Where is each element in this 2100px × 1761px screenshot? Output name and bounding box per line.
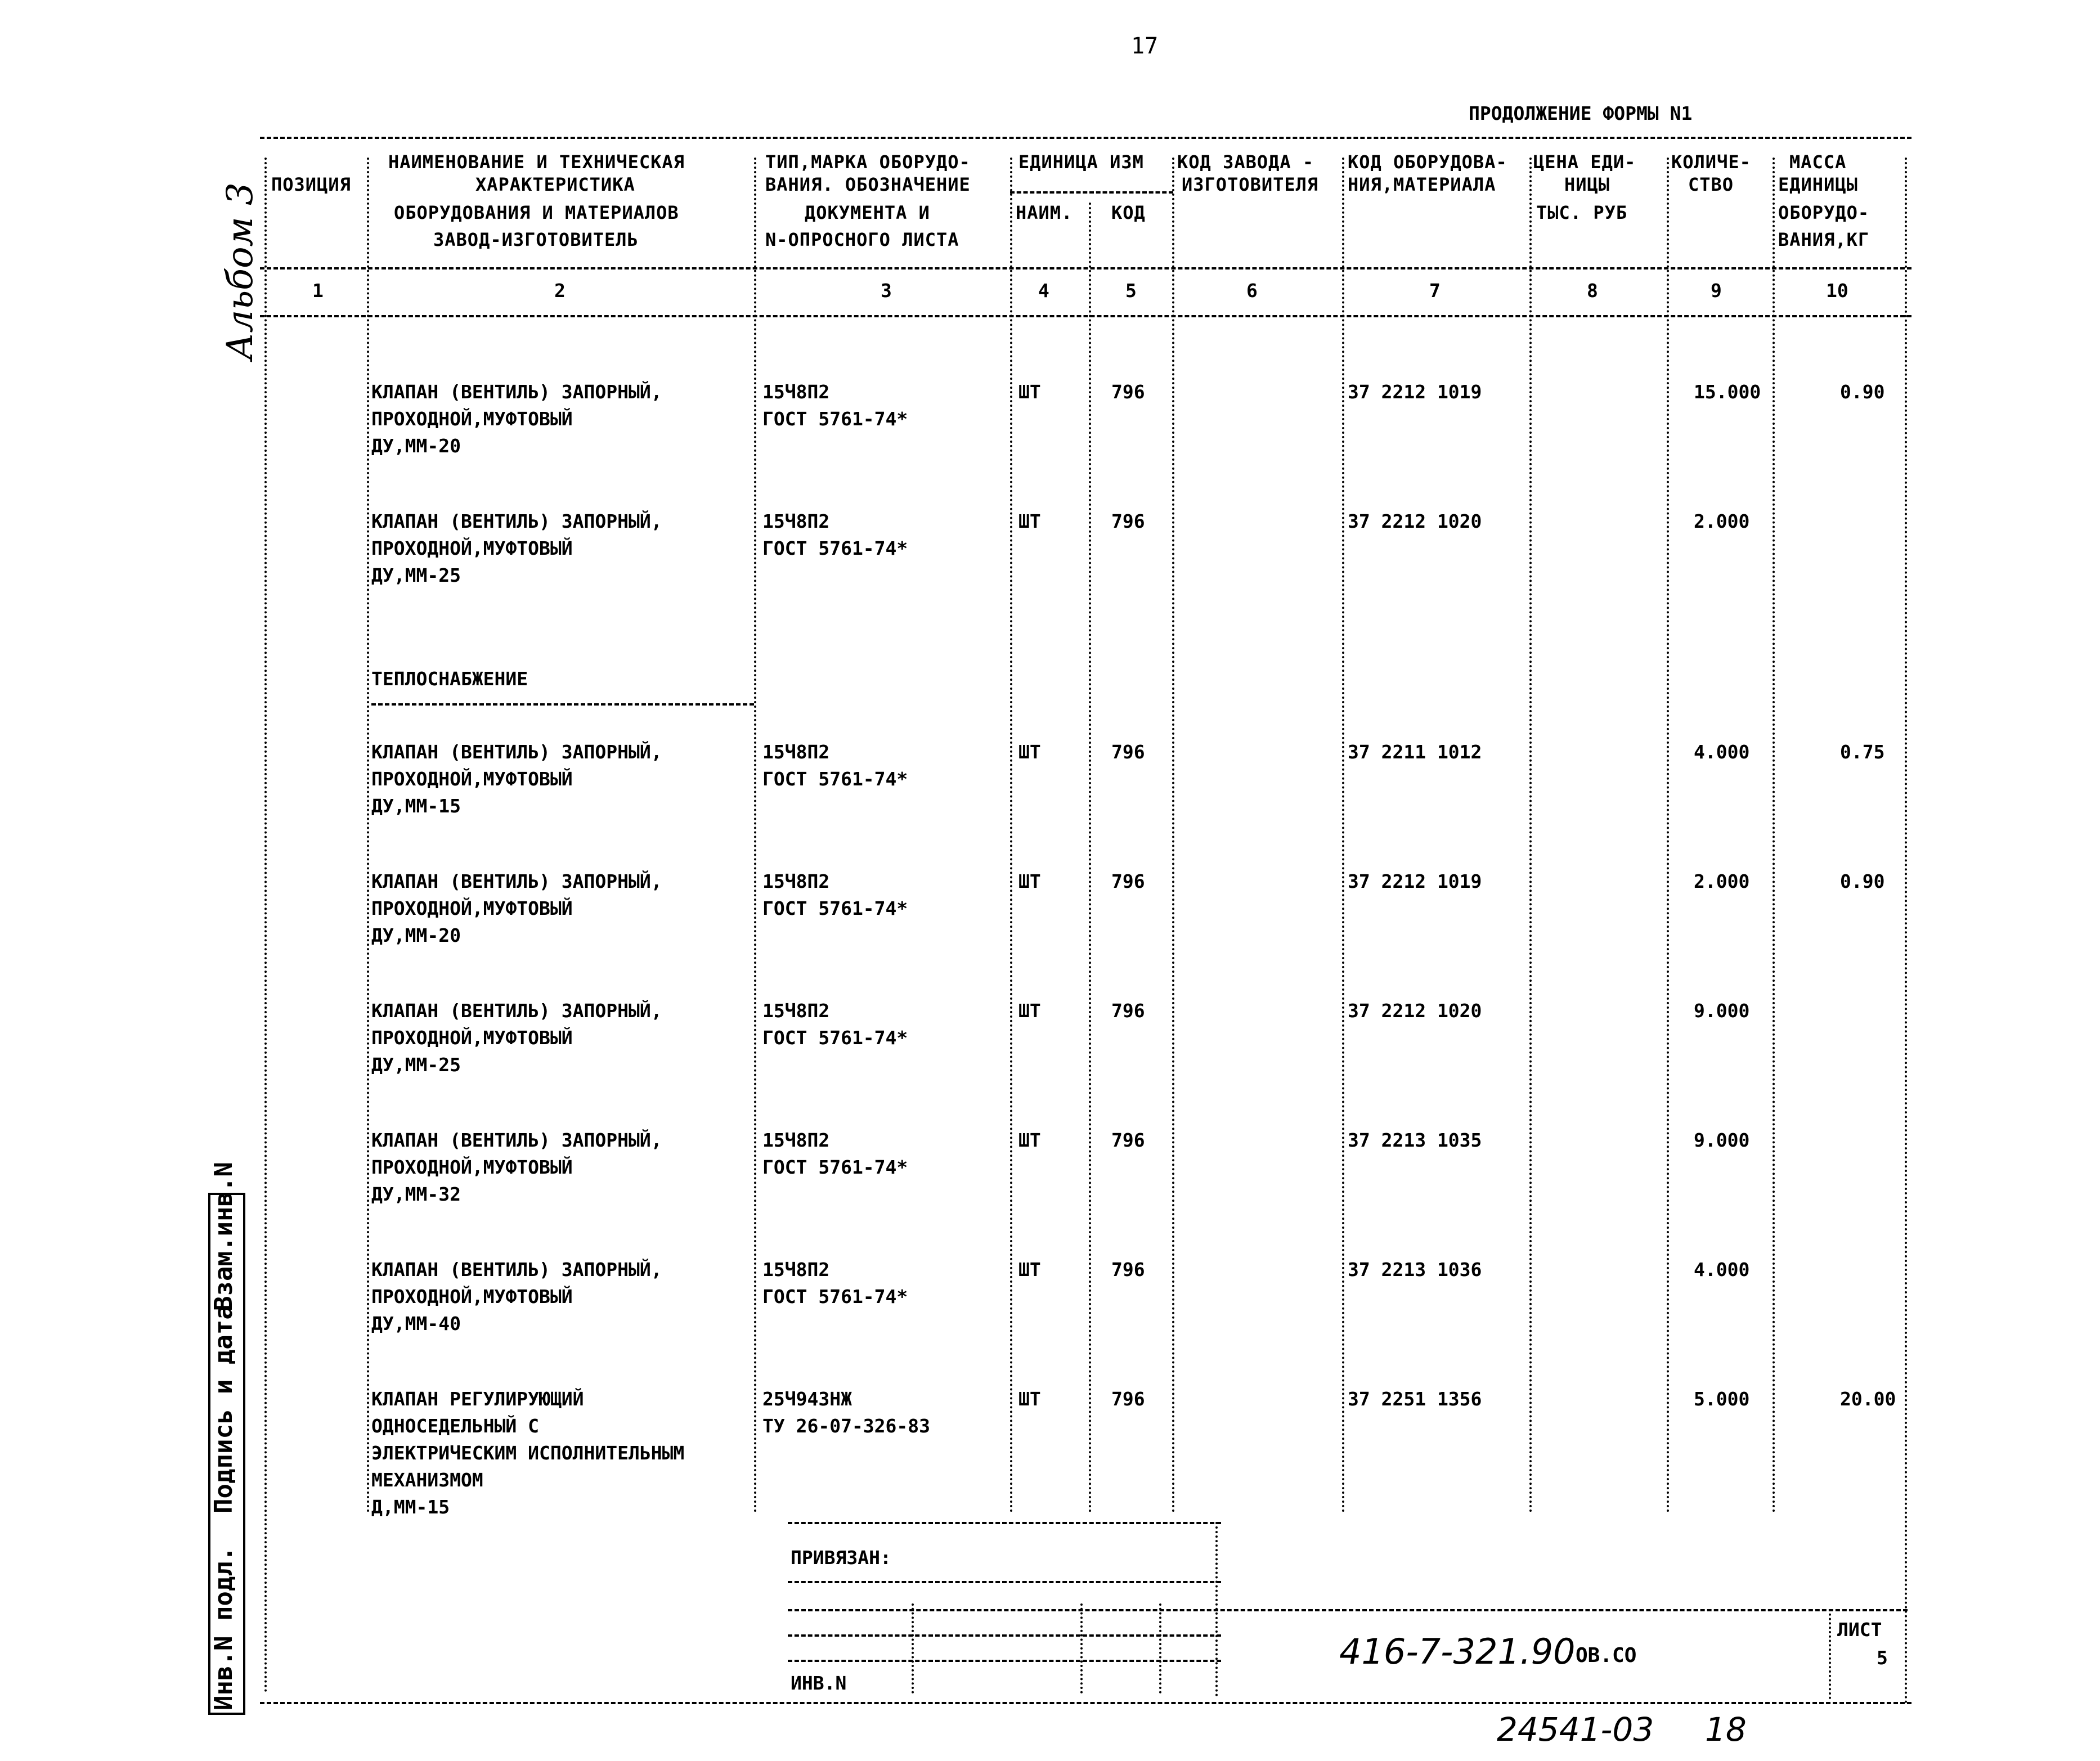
header-col1: ПОЗИЦИЯ	[271, 174, 351, 195]
row-unit-code: 796	[1111, 1259, 1145, 1281]
row-name-line: Д,ММ-15	[371, 1496, 450, 1518]
colnum-bottom-rule	[260, 315, 1911, 317]
row-type-line: ГОСТ 5761-74*	[762, 537, 908, 559]
row-material-code: 37 2212 1019	[1348, 381, 1482, 403]
row-unit: ШТ	[1018, 1388, 1041, 1410]
row-mass: 0.90	[1840, 870, 1885, 892]
row-name-line: ДУ,ММ-15	[371, 795, 461, 817]
row-unit: ШТ	[1018, 1000, 1041, 1022]
row-name-line: ПРОХОДНОЙ,МУФТОВЫЙ	[371, 1027, 573, 1049]
row-material-code: 37 2212 1019	[1348, 870, 1482, 892]
row-quantity: 4.000	[1694, 741, 1750, 763]
stamp-bottom-rule	[260, 1702, 1911, 1704]
row-name-line: ОДНОСЕДЕЛЬНЫЙ С	[371, 1415, 540, 1437]
row-type-line: 15Ч8П2	[762, 870, 830, 892]
col-sep-7	[1529, 158, 1532, 1513]
colnum-5: 5	[1125, 280, 1137, 302]
colnum-2: 2	[554, 280, 566, 302]
header-col8-l2: НИЦЫ	[1564, 174, 1610, 195]
row-name-line: ПРОХОДНОЙ,МУФТОВЫЙ	[371, 408, 573, 430]
row-name-line: КЛАПАН (ВЕНТИЛЬ) ЗАПОРНЫЙ,	[371, 1000, 662, 1022]
row-name-line: КЛАПАН (ВЕНТИЛЬ) ЗАПОРНЫЙ,	[371, 510, 662, 532]
header-col8-l1: ЦЕНА ЕДИ-	[1533, 151, 1636, 173]
row-name-line: ПРОХОДНОЙ,МУФТОВЫЙ	[371, 897, 573, 919]
row-unit: ШТ	[1018, 510, 1041, 532]
row-name-line: ПРОХОДНОЙ,МУФТОВЫЙ	[371, 1286, 573, 1308]
side-label-inv: Инв.N подл.	[209, 1546, 238, 1710]
stamp-rule-4	[788, 1660, 1221, 1662]
stamp-inv: ИНВ.N	[791, 1672, 847, 1694]
row-type-line: ГОСТ 5761-74*	[762, 897, 908, 919]
header-col3-l1: ТИП,МАРКА ОБОРУДО-	[765, 151, 971, 173]
row-type-line: 15Ч8П2	[762, 381, 830, 403]
header-col3-l2: ВАНИЯ. ОБОЗНАЧЕНИЕ	[765, 174, 971, 195]
header-col3-l3: ДОКУМЕНТА И	[805, 202, 930, 223]
row-type-line: 15Ч8П2	[762, 1000, 830, 1022]
col-sep-10	[1905, 158, 1907, 1705]
row-unit-code: 796	[1111, 1000, 1145, 1022]
header-bottom-rule	[260, 267, 1911, 269]
header-col8-l3: ТЫС. РУБ	[1536, 202, 1628, 223]
row-name-line: КЛАПАН РЕГУЛИРУЮЩИЙ	[371, 1388, 584, 1410]
row-type-line: ГОСТ 5761-74*	[762, 1027, 908, 1049]
row-name-line: ДУ,ММ-25	[371, 564, 461, 586]
row-quantity: 9.000	[1694, 1129, 1750, 1151]
row-unit: ШТ	[1018, 1129, 1041, 1151]
header-col10-l1: МАССА	[1789, 151, 1847, 173]
stamp-rule-1	[788, 1581, 1221, 1583]
row-name-line: ДУ,ММ-32	[371, 1183, 461, 1205]
footer-number: 24541-03	[1497, 1710, 1654, 1749]
row-name-line: ДУ,ММ-20	[371, 924, 461, 946]
row-quantity: 15.000	[1694, 381, 1761, 403]
row-material-code: 37 2213 1035	[1348, 1129, 1482, 1151]
row-name-line: КЛАПАН (ВЕНТИЛЬ) ЗАПОРНЫЙ,	[371, 870, 662, 892]
colnum-9: 9	[1711, 280, 1722, 302]
colnum-4: 4	[1038, 280, 1049, 302]
header-col2-l3: ОБОРУДОВАНИЯ И МАТЕРИАЛОВ	[394, 202, 679, 223]
side-label-replace: Взам.инв.N	[209, 1162, 238, 1311]
colnum-3: 3	[881, 280, 892, 302]
row-material-code: 37 2213 1036	[1348, 1259, 1482, 1281]
colnum-6: 6	[1246, 280, 1258, 302]
row-mass: 0.75	[1840, 741, 1885, 763]
row-unit: ШТ	[1018, 870, 1041, 892]
stamp-rule-2	[788, 1609, 1908, 1611]
header-col7-l1: КОД ОБОРУДОВА-	[1348, 151, 1507, 173]
row-unit: ШТ	[1018, 1259, 1041, 1281]
row-material-code: 37 2251 1356	[1348, 1388, 1482, 1410]
col-sep-6	[1342, 158, 1344, 1513]
row-name-line: МЕХАНИЗМОМ	[371, 1469, 483, 1491]
row-type-line: ГОСТ 5761-74*	[762, 1286, 908, 1308]
side-stamp-frame	[208, 1193, 245, 1715]
header-col6-l1: КОД ЗАВОДА -	[1177, 151, 1314, 173]
row-material-code: 37 2212 1020	[1348, 1000, 1482, 1022]
colnum-7: 7	[1429, 280, 1441, 302]
row-name-line: ПРОХОДНОЙ,МУФТОВЫЙ	[371, 1156, 573, 1178]
page-number: 17	[1131, 33, 1159, 59]
row-type-line: ГОСТ 5761-74*	[762, 408, 908, 430]
col-sep-9	[1773, 158, 1775, 1513]
row-unit: ШТ	[1018, 381, 1041, 403]
row-type-line: 15Ч8П2	[762, 510, 830, 532]
header-col10-l4: ВАНИЯ,КГ	[1778, 229, 1870, 250]
row-name-line: КЛАПАН (ВЕНТИЛЬ) ЗАПОРНЫЙ,	[371, 1129, 662, 1151]
stamp-top-rule	[788, 1522, 1221, 1524]
header-col6-l2: ИЗГОТОВИТЕЛЯ	[1182, 174, 1319, 195]
row-material-code: 37 2212 1020	[1348, 510, 1482, 532]
stamp-sep-c	[1159, 1603, 1161, 1693]
header-col10-l2: ЕДИНИЦЫ	[1778, 174, 1858, 195]
row-quantity: 2.000	[1694, 510, 1750, 532]
stamp-sep-b	[1080, 1603, 1083, 1693]
row-type-line: ТУ 26-07-326-83	[762, 1415, 931, 1437]
row-quantity: 2.000	[1694, 870, 1750, 892]
row-name-line: ПРОХОДНОЙ,МУФТОВЫЙ	[371, 768, 573, 790]
row-type-line: 15Ч8П2	[762, 1129, 830, 1151]
col-sep-2	[754, 158, 756, 1513]
unit-subrule	[1010, 191, 1173, 194]
doc-code: 416-7-321.90	[1339, 1631, 1576, 1672]
row-quantity: 5.000	[1694, 1388, 1750, 1410]
side-label-signature: Подпись и дата	[209, 1305, 238, 1513]
header-col3-l4: N-ОПРОСНОГО ЛИСТА	[765, 229, 959, 250]
footer-page: 18	[1705, 1710, 1747, 1749]
stamp-sep-d	[1215, 1522, 1218, 1696]
row-name-line: ПРОХОДНОЙ,МУФТОВЫЙ	[371, 537, 573, 559]
row-type-line: 15Ч8П2	[762, 741, 830, 763]
row-unit-code: 796	[1111, 510, 1145, 532]
row-unit-code: 796	[1111, 741, 1145, 763]
album-label: Альбом 3	[219, 182, 261, 360]
sheet-label: ЛИСТ	[1837, 1619, 1882, 1641]
doc-suffix: ОВ.СО	[1576, 1644, 1637, 1667]
header-col7-l2: НИЯ,МАТЕРИАЛА	[1348, 174, 1496, 195]
row-name-line: КЛАПАН (ВЕНТИЛЬ) ЗАПОРНЫЙ,	[371, 1259, 662, 1281]
section-underline	[371, 703, 754, 706]
col-sep-5	[1172, 158, 1174, 1513]
row-name-line: ДУ,ММ-25	[371, 1054, 461, 1076]
stamp-sep-e	[1829, 1609, 1831, 1699]
col-sep-1	[367, 158, 369, 1513]
section-title: ТЕПЛОСНАБЖЕНИЕ	[371, 668, 528, 690]
row-material-code: 37 2211 1012	[1348, 741, 1482, 763]
row-unit-code: 796	[1111, 381, 1145, 403]
header-col9-l1: КОЛИЧЕ-	[1671, 151, 1751, 173]
header-col2-l2: ХАРАКТЕРИСТИКА	[475, 174, 635, 195]
stamp-rule-3	[788, 1634, 1221, 1637]
row-name-line: КЛАПАН (ВЕНТИЛЬ) ЗАПОРНЫЙ,	[371, 741, 662, 763]
row-quantity: 9.000	[1694, 1000, 1750, 1022]
row-type-line: 15Ч8П2	[762, 1259, 830, 1281]
row-unit-code: 796	[1111, 1388, 1145, 1410]
row-quantity: 4.000	[1694, 1259, 1750, 1281]
row-mass: 20.00	[1840, 1388, 1896, 1410]
row-name-line: ЭЛЕКТРИЧЕСКИМ ИСПОЛНИТЕЛЬНЫМ	[371, 1442, 685, 1464]
header-unit: ЕДИНИЦА ИЗМ	[1018, 151, 1144, 173]
header-col2-l1: НАИМЕНОВАНИЕ И ТЕХНИЧЕСКАЯ	[388, 151, 685, 173]
row-unit-code: 796	[1111, 870, 1145, 892]
colnum-1: 1	[312, 280, 324, 302]
col-sep-4	[1089, 203, 1091, 1513]
stamp-linked: ПРИВЯЗАН:	[791, 1547, 891, 1569]
colnum-10: 10	[1826, 280, 1848, 302]
col-sep-3	[1010, 158, 1012, 1513]
header-col9-l2: СТВО	[1688, 174, 1734, 195]
header-col2-l4: ЗАВОД-ИЗГОТОВИТЕЛЬ	[433, 229, 639, 250]
form-title: ПРОДОЛЖЕНИЕ ФОРМЫ N1	[1469, 102, 1693, 124]
row-unit-code: 796	[1111, 1129, 1145, 1151]
row-type-line: 25Ч943НЖ	[762, 1388, 852, 1410]
row-name-line: ДУ,ММ-40	[371, 1313, 461, 1335]
header-col4: НАИМ.	[1016, 202, 1073, 223]
row-type-line: ГОСТ 5761-74*	[762, 1156, 908, 1178]
row-name-line: ДУ,ММ-20	[371, 435, 461, 457]
colnum-8: 8	[1587, 280, 1598, 302]
header-col10-l3: ОБОРУДО-	[1778, 202, 1870, 223]
row-type-line: ГОСТ 5761-74*	[762, 768, 908, 790]
row-name-line: КЛАПАН (ВЕНТИЛЬ) ЗАПОРНЫЙ,	[371, 381, 662, 403]
col-sep-0	[264, 158, 267, 1693]
col-sep-8	[1667, 158, 1669, 1513]
sheet-number: 5	[1877, 1647, 1888, 1669]
row-unit: ШТ	[1018, 741, 1041, 763]
row-mass: 0.90	[1840, 381, 1885, 403]
header-top-rule	[260, 137, 1911, 139]
stamp-sep-a	[912, 1603, 914, 1693]
header-col5: КОД	[1111, 202, 1146, 223]
